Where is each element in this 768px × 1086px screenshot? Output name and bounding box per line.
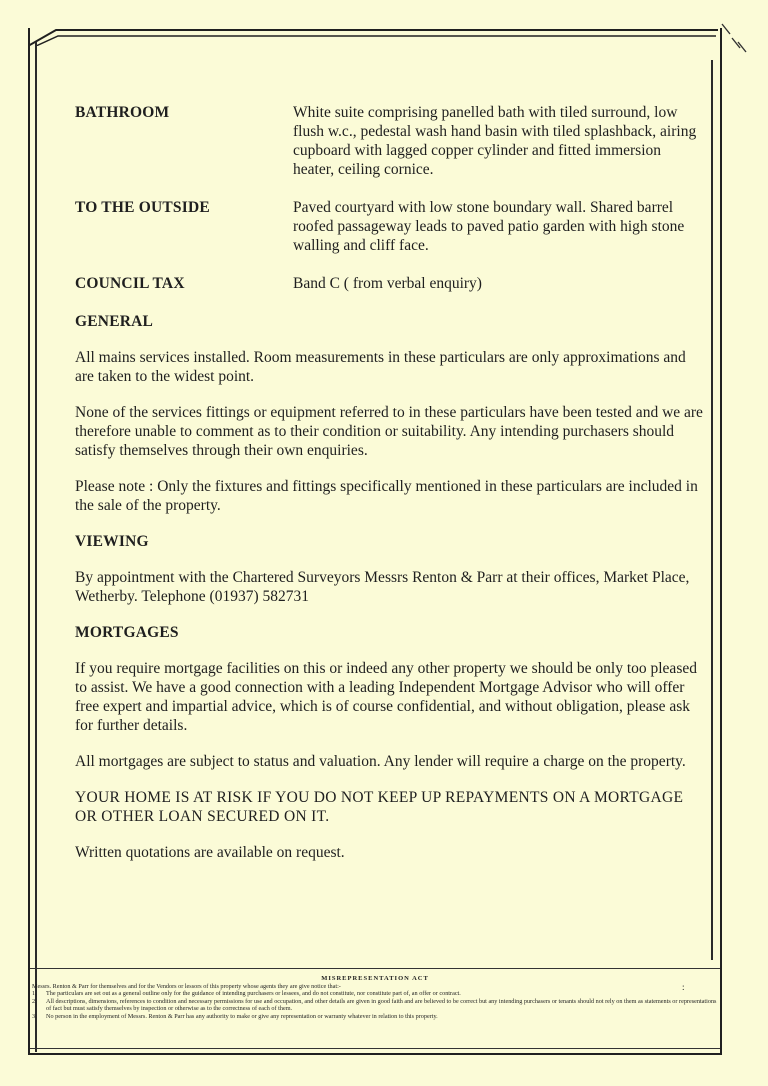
footer-item [30, 990, 720, 998]
outside-section [75, 198, 703, 255]
council-tax-heading: COUNCIL TAX [75, 275, 185, 292]
footer-item-number: 2. [32, 997, 37, 1005]
page-border-inner-left [35, 42, 37, 1052]
footer-list [30, 990, 720, 1020]
general-paragraph-2: None of the services fittings or equipment referred to in these particulars have been tested and we are therefore unable to comment as to their condition or suitability. Any intending purchasers should satisfy themselves through their own enquiries. [75, 404, 703, 459]
misrepresentation-footer [30, 968, 720, 1021]
page-mark: : [682, 982, 685, 992]
general-heading: GENERAL [75, 313, 154, 330]
footer-intro: Messrs. Renton & Parr for themselves and for the Vendors or lessors of this property whose agents they are give notice that:- [32, 982, 341, 990]
footer-item [30, 1013, 720, 1021]
document-body [75, 103, 703, 862]
bathroom-section [75, 103, 703, 179]
footer-item-number: 3. [32, 1012, 37, 1020]
council-tax-section [75, 274, 703, 293]
outside-text: Paved courtyard with low stone boundary wall. Shared barrel roofed passageway leads to paved patio garden with high stone walling and cliff face. [293, 199, 685, 254]
viewing-heading: VIEWING [75, 533, 149, 550]
footer-item [30, 998, 720, 1013]
mortgages-warning: YOUR HOME IS AT RISK IF YOU DO NOT KEEP UP REPAYMENTS ON A MORTGAGE OR OTHER LOAN SECURED ON IT. [75, 789, 684, 825]
bathroom-heading: BATHROOM [75, 104, 170, 121]
council-tax-text: Band C ( from verbal enquiry) [293, 275, 482, 292]
mortgages-heading: MORTGAGES [75, 624, 179, 641]
outside-heading: TO THE OUTSIDE [75, 199, 210, 216]
mortgages-paragraph-2: All mortgages are subject to status and valuation. Any lender will require a charge on the property. [75, 753, 686, 770]
footer-item-number: 1. [32, 990, 37, 998]
footer-title: MISREPRESENTATION ACT [321, 975, 429, 982]
footer-bottom-rule [30, 1048, 720, 1049]
footer-item-text: No person in the employment of Messrs. Renton & Parr has any authority to make or give any representation or warranty whatever in relation to this property. [46, 1012, 438, 1020]
general-paragraph-1: All mains services installed. Room measurements in these particulars are only approximations and are taken to the widest point. [75, 349, 686, 385]
footer-item-text: The particulars are set out as a general outline only for the guidance of intending purchasers or lessees, and do not constitute, nor constitute part of, an offer or contract. [46, 990, 461, 998]
viewing-text: By appointment with the Chartered Surveyors Messrs Renton & Parr at their offices, Market Place, Wetherby. Telephone (01937) 582731 [75, 569, 690, 605]
mortgages-paragraph-4: Written quotations are available on request. [75, 844, 345, 861]
footer-item-text: All descriptions, dimensions, references to condition and necessary permissions for use and occupation, and other details are given in good faith and are believed to be correct but any intending purchasers or tenants should not rely on them as statements or representations of fact but must satisfy themselves by inspection or otherwise as to the correctness of each of them. [46, 997, 717, 1013]
page-border-inner-right [711, 60, 713, 960]
general-paragraph-3: Please note : Only the fixtures and fittings specifically mentioned in these particulars are included in the sale of the property. [75, 478, 698, 514]
bathroom-text: White suite comprising panelled bath with tiled surround, low flush w.c., pedestal wash hand basin with tiled splashback, airing cupboard with lagged copper cylinder and fitted immersion heater, ceiling cornice. [293, 104, 697, 178]
mortgages-paragraph-1: If you require mortgage facilities on this or indeed any other property we should be only too pleased to assist. We have a good connection with a leading Independent Mortgage Advisor who will offer free expert and impartial advice, which is of course confidential, and without obligation, please ask for further details. [75, 660, 697, 734]
